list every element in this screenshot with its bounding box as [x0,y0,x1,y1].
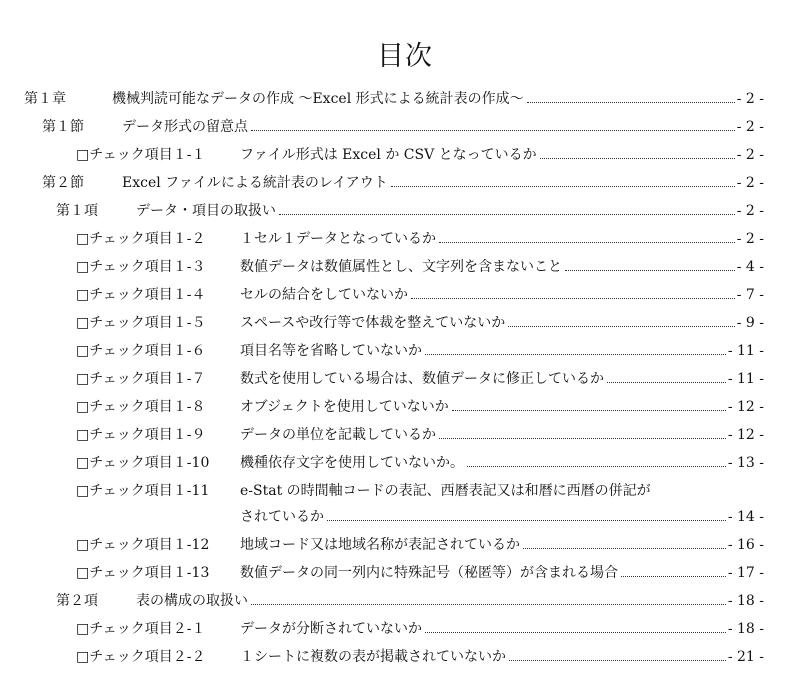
dot-leader [439,241,735,243]
dot-leader [279,213,735,215]
dot-leader [540,157,735,159]
toc-entry-check-1-7[interactable] [76,370,764,388]
dot-leader [391,185,735,187]
dot-leader [508,325,734,327]
toc-entry-label: １シートに複数の表が掲載されていないか [240,649,506,665]
toc-entry-item-1[interactable] [56,202,764,220]
toc-entry-number: □チェック項目１-４ [76,287,206,303]
toc-entry-check-1-1[interactable] [76,146,764,164]
toc-entry-label: e-Stat の時間軸コードの表記、西暦表記又は和暦に西暦の併記が [240,483,651,499]
toc-entry-number: 第１節 [42,119,84,135]
toc-entry-number: 第１章 [24,91,66,107]
toc-entry-page: - 12 - [727,427,764,443]
toc-entry-label: １セル１データとなっているか [240,231,436,247]
toc-entry-number: 第２節 [42,175,84,191]
toc-entry-page: - 2 - [736,231,764,247]
dot-leader [439,437,726,439]
toc-entry-page: - 14 - [727,509,764,525]
dot-leader [251,603,726,605]
toc-entry-label: Excel ファイルによる統計表のレイアウト [122,175,388,191]
toc-entry-page: - 11 - [727,371,764,387]
dot-leader [607,381,726,383]
toc-entry-label: 機種依存文字を使用していないか。 [240,455,464,471]
toc-entry-number: □チェック項目１-７ [76,371,206,387]
toc-entry-check-1-5[interactable] [76,314,764,332]
toc-entry-page: - 11 - [727,343,764,359]
toc-entry-label: 地域コード又は地域名称が表記されているか [240,537,520,553]
toc-entry-page: - 9 - [736,315,764,331]
toc-entry-number: □チェック項目２-２ [76,649,206,665]
toc-entry-number: □チェック項目１-３ [76,259,206,275]
toc-entry-page: - 2 - [736,119,764,135]
toc-entry-label: 数値データの同一列内に特殊記号（秘匿等）が含まれる場合 [240,565,618,581]
toc-entry-check-1-2[interactable] [76,230,764,248]
toc-entry-check-1-12[interactable] [76,536,764,554]
toc-entry-chapter-1[interactable] [24,90,764,108]
toc-entry-number: 第２項 [56,593,98,609]
toc-entry-number: □チェック項目１-６ [76,343,206,359]
dot-leader [467,465,726,467]
toc-entry-page: - 2 - [736,203,764,219]
dot-leader [452,409,726,411]
toc-entry-page: - 2 - [736,147,764,163]
toc-entry-check-1-10[interactable] [76,454,764,472]
toc-entry-label: データが分断されていないか [240,621,422,637]
toc-entry-number: □チェック項目２-１ [76,621,206,637]
toc-entry-number: 第１項 [56,203,98,219]
toc-entry-label: スペースや改行等で体裁を整えていないか [240,315,506,331]
toc-entry-label: オブジェクトを使用していないか [240,399,449,415]
toc-entry-check-1-9[interactable] [76,426,764,444]
dot-leader [509,659,726,661]
toc-entry-label: セルの結合をしていないか [240,287,408,303]
toc-entry-check-1-8[interactable] [76,398,764,416]
toc-entry-page: - 12 - [727,399,764,415]
toc-entry-check-1-6[interactable] [76,342,764,360]
dot-leader [565,269,735,271]
toc-entry-page: - 18 - [727,593,764,609]
toc-entry-page: - 21 - [727,649,764,665]
dot-leader [523,547,726,549]
toc-entry-check-1-11-continued[interactable] [240,508,764,526]
toc-entry-check-1-4[interactable] [76,286,764,304]
dot-leader [621,575,726,577]
toc-entry-item-2[interactable] [56,592,764,610]
toc-entry-label: データ形式の留意点 [122,119,248,135]
toc-entry-check-1-3[interactable] [76,258,764,276]
dot-leader [425,353,726,355]
toc-entry-page: - 2 - [736,91,764,107]
toc-entry-label: 表の構成の取扱い [136,593,248,609]
dot-leader [425,631,726,633]
toc-entry-label: データ・項目の取扱い [136,203,276,219]
toc-entry-label: 機械判読可能なデータの作成 ～Excel 形式による統計表の作成～ [112,91,524,107]
toc-entry-page: - 4 - [736,259,764,275]
toc-entry-page: - 17 - [727,565,764,581]
dot-leader [251,129,735,131]
toc-entry-number: □チェック項目１-12 [76,537,210,553]
toc-entry-number: □チェック項目１-９ [76,427,206,443]
toc-entry-check-2-1[interactable] [76,620,764,638]
toc-entry-label-continued: されているか [240,509,324,525]
toc-entry-number: □チェック項目１-２ [76,231,206,247]
toc-entry-section-2[interactable] [42,174,764,192]
toc-entry-number: □チェック項目１-１ [76,147,206,163]
toc-entry-number: □チェック項目１-13 [76,565,210,581]
toc-entry-page: - 2 - [736,175,764,191]
toc-entry-check-1-13[interactable] [76,564,764,582]
toc-title: 目次 [377,41,433,72]
toc-entry-check-2-2[interactable] [76,648,764,666]
toc-entry-label: 数値データは数値属性とし、文字列を含まないこと [240,259,562,275]
toc-entry-number: □チェック項目１-10 [76,455,210,471]
toc-entry-check-1-11[interactable] [76,482,651,500]
toc-entry-page: - 18 - [727,621,764,637]
toc-entry-number: □チェック項目１-８ [76,399,206,415]
dot-leader [411,297,735,299]
dot-leader [527,101,735,103]
toc-entry-label: データの単位を記載しているか [240,427,436,443]
toc-entry-page: - 16 - [727,537,764,553]
toc-entry-label: 項目名等を省略していないか [240,343,422,359]
toc-entry-page: - 13 - [727,455,764,471]
toc-entry-number: □チェック項目１-５ [76,315,206,331]
toc-entry-page: - 7 - [736,287,764,303]
toc-entry-label: ファイル形式は Excel か CSV となっているか [240,147,537,163]
toc-entry-section-1[interactable] [42,118,764,136]
toc-entry-number: □チェック項目１-11 [76,483,210,499]
toc-entry-label: 数式を使用している場合は、数値データに修正しているか [240,371,604,387]
dot-leader [327,519,726,521]
